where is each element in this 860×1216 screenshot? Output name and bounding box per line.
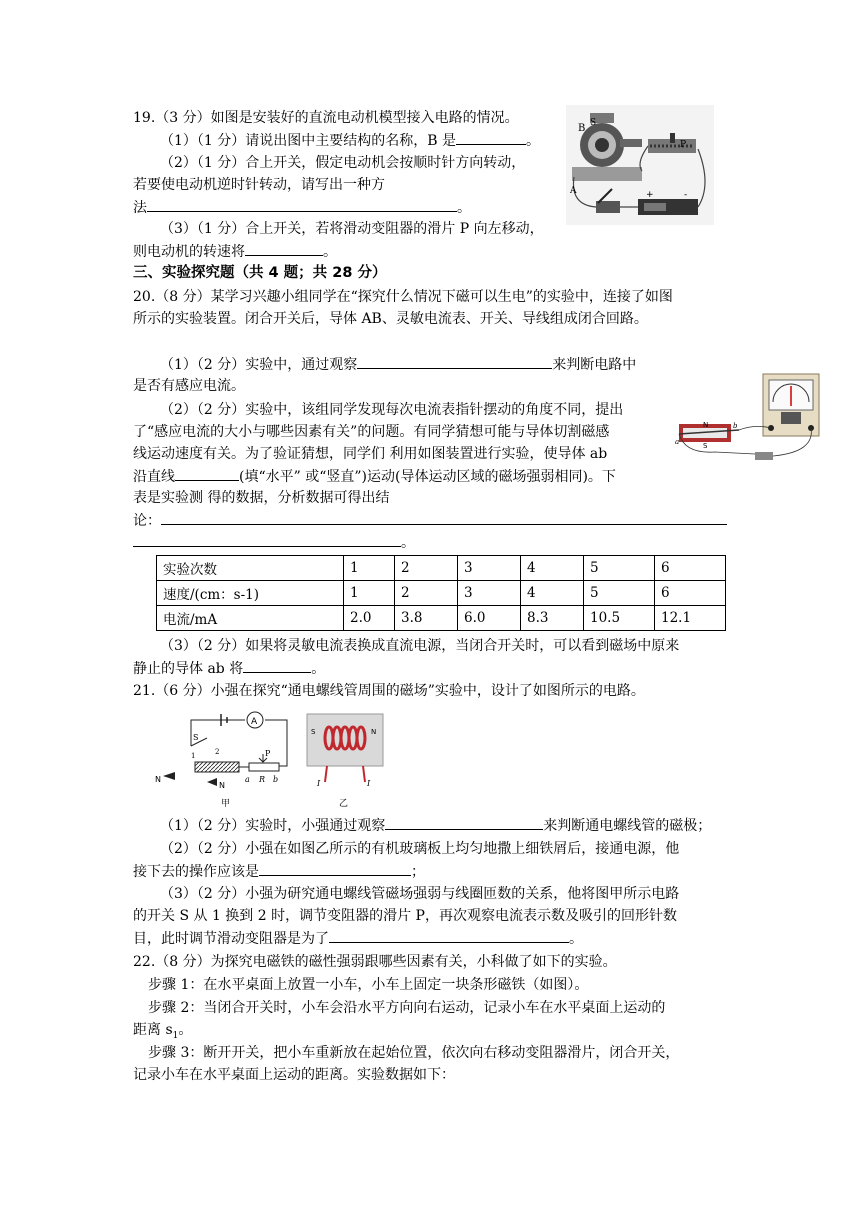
q21-part2-line1: （2）（2 分）小强在如图乙所示的有机玻璃板上均匀地撒上细铁屑后，接通电源，他 xyxy=(160,841,680,857)
motor-circuit-figure xyxy=(566,105,714,225)
q20-part1-line1: （1）（2 分）实验中，通过观察 来判断电路中 xyxy=(160,354,636,375)
table-cell: 5 xyxy=(584,581,655,606)
label-I-right: I xyxy=(367,779,371,788)
q20-part2-line2: 了“感应电流的大小与哪些因素有关”的问题。有同学猜想可能与导体切割磁感 xyxy=(133,424,610,440)
table-cell: 10.5 xyxy=(584,606,655,631)
q22-step1: 步骤 1：在水平桌面上放置一小车，小车上固定一块条形磁铁（如图）。 xyxy=(148,977,589,993)
label-N-left: N xyxy=(155,775,161,784)
q19-part3-line1: （3）（1 分）合上开关，若将滑动变阻器的滑片 P 向左移动， xyxy=(160,221,544,237)
table-cell: 8.3 xyxy=(521,606,584,631)
q21-stem: 21.（6 分）小强在探究“通电螺线管周围的磁场”实验中，设计了如图所示的电路。 xyxy=(133,683,645,699)
label-S: S xyxy=(193,733,199,742)
table-row xyxy=(157,606,726,631)
q20-blank2[interactable] xyxy=(175,466,239,481)
table-row xyxy=(157,556,726,581)
q21-part2-line2: 接下去的操作应该是 ； xyxy=(133,861,425,882)
label-A: A xyxy=(570,186,577,196)
q21-blank1[interactable] xyxy=(385,815,543,830)
figure-jia-caption: 甲 xyxy=(221,799,231,809)
solenoid-coil xyxy=(195,762,239,772)
solenoid-circuit-figure xyxy=(155,710,295,810)
label-S: S xyxy=(590,118,597,128)
q22-step3-line2: 记录小车在水平桌面上运动的距离。实验数据如下： xyxy=(133,1067,455,1083)
table-cell: 6 xyxy=(655,581,726,606)
solenoid-photo-figure xyxy=(305,712,385,810)
q19-stem: 19.（3 分）如图是安装好的直流电动机模型接入电路的情况。 xyxy=(133,110,519,126)
label-a: a xyxy=(245,775,250,784)
q21-part3-line1: （3）（2 分）小强为研究通电螺线管磁场强弱与线圈匝数的关系，他将图甲所示电路 xyxy=(160,886,680,902)
motor-base xyxy=(572,167,642,181)
label-N: N xyxy=(371,728,377,736)
switch xyxy=(755,452,773,460)
q21-blank3[interactable] xyxy=(329,928,569,943)
q22-stem: 22.（8 分）为探究电磁铁的磁性强弱跟哪些因素有关，小科做了如下的实验。 xyxy=(133,954,617,970)
q20-blank3b[interactable] xyxy=(133,532,401,547)
table-cell: 12.1 xyxy=(655,606,726,631)
q19-part3-line2: 则电动机的转速将 。 xyxy=(133,241,337,262)
table-cell: 4 xyxy=(521,556,584,581)
label-P: P xyxy=(265,749,271,758)
rheostat-R xyxy=(249,763,279,771)
table-cell: 2.0 xyxy=(344,606,395,631)
q19-part2-line1: （2）（1 分）合上开关，假定电动机会按顺时针方向转动， xyxy=(160,155,526,171)
q21-part3-line3: 目，此时调节滑动变阻器是为了 。 xyxy=(133,928,583,949)
induction-apparatus-figure xyxy=(675,372,825,472)
q19-part2-line3: 法 。 xyxy=(133,197,471,218)
label-b: b xyxy=(273,775,279,784)
table-cell: 3 xyxy=(458,556,521,581)
label-b: b xyxy=(733,422,738,430)
label-A: A xyxy=(251,717,258,727)
table-cell: 3.8 xyxy=(395,606,458,631)
section-title: 三、实验探究题（共 4 题；共 28 分） xyxy=(133,265,387,281)
q20-part2-line3: 线运动速度有关。为了验证猜想，同学们 利用如图装置进行实验，使导体 ab xyxy=(133,446,608,462)
label-B: B xyxy=(578,123,586,134)
label-I-left: I xyxy=(317,779,321,788)
table-cell: 5 xyxy=(584,556,655,581)
table-cell: 电流/mA xyxy=(157,606,344,631)
label-S: S xyxy=(703,442,708,450)
label-S: S xyxy=(311,728,316,736)
label-minus: - xyxy=(684,190,688,200)
q22-step2-line2: 距离 $s_1$。 xyxy=(133,1022,193,1041)
q19-blank1[interactable] xyxy=(456,130,526,145)
q19-blank2[interactable] xyxy=(147,197,457,212)
label-P: P xyxy=(680,140,687,150)
q20-part2-line5: 表是实验测 得的数据，分析数据可得出结 xyxy=(133,490,390,506)
table-cell: 速度/(cm：s-1) xyxy=(157,581,344,606)
q21-blank2[interactable] xyxy=(259,861,411,876)
q20-data-table xyxy=(156,555,726,631)
q20-part2-line1: （2）（2 分）实验中，该组同学发现每次电流表指针摆动的角度不同，提出 xyxy=(160,402,624,418)
label-plus: + xyxy=(646,190,654,200)
table-cell: 3 xyxy=(458,581,521,606)
q22-step3-line1: 步骤 3：断开开关，把小车重新放在起始位置，依次向右移动变阻器滑片，闭合开关， xyxy=(148,1045,680,1061)
q20-blank3a[interactable] xyxy=(161,510,727,525)
table-cell: 2 xyxy=(395,581,458,606)
q19-part2-line2: 若要使电动机逆时针转动，请写出一种方 xyxy=(133,177,385,193)
q21-part1: （1）（2 分）实验时，小强通过观察 来判断通电螺线管的磁极； xyxy=(160,815,711,836)
table-cell: 2 xyxy=(395,556,458,581)
label-a: a xyxy=(675,438,680,446)
table-cell: 1 xyxy=(344,556,395,581)
table-cell: 实验次数 xyxy=(157,556,344,581)
label-2: 2 xyxy=(215,748,220,756)
q20-part3-line2: 静止的导体 ab 将 。 xyxy=(133,658,325,679)
motor-armature xyxy=(595,138,609,152)
q19-part1: （1）（1 分）请说出图中主要结构的名称，B 是 。 xyxy=(160,130,540,151)
label-N-bottom: N xyxy=(219,781,225,790)
label-R: R xyxy=(259,775,266,784)
q20-part2-line6: 论： xyxy=(133,510,727,531)
q21-part3-line2: 的开关 S 从 1 换到 2 时，调节变阻器的滑片 P，再次观察电流表示数及吸引的回形针数 xyxy=(133,908,677,924)
q20-blank1[interactable] xyxy=(357,354,552,369)
table-row xyxy=(157,581,726,606)
label-N: N xyxy=(703,421,709,429)
label-1: 1 xyxy=(191,752,196,760)
table-cell: 6 xyxy=(655,556,726,581)
table-cell: 6.0 xyxy=(458,606,521,631)
q19-blank3[interactable] xyxy=(245,241,323,256)
q20-stem-line1: 20.（8 分）某学习兴趣小组同学在“探究什么情况下磁可以生电”的实验中，连接了如图 xyxy=(133,289,673,305)
compass-needle-left xyxy=(163,772,175,780)
q20-part1-line2: 是否有感应电流。 xyxy=(133,378,245,394)
table-cell: 1 xyxy=(344,581,395,606)
q20-part2-line7: 。 xyxy=(133,532,415,553)
q20-blank4[interactable] xyxy=(243,658,311,673)
q20-stem-line2: 所示的实验装置。闭合开关后，导体 AB、灵敏电流表、开关、导线组成闭合回路。 xyxy=(133,311,648,327)
q22-step2-line1: 步骤 2：当闭合开关时，小车会沿水平方向向右运动，记录小车在水平桌面上运动的 xyxy=(148,1000,666,1016)
compass-needle-bottom xyxy=(207,778,217,786)
table-cell: 4 xyxy=(521,581,584,606)
glass-plate xyxy=(307,714,383,766)
q20-part2-line4: 沿直线 (填“水平” 或“竖直”)运动(导体运动区域的磁场强弱相同)。下 xyxy=(133,466,616,487)
q20-part3-line1: （3）（2 分）如果将灵敏电流表换成直流电源，当闭合开关时，可以看到磁场中原来 xyxy=(160,638,680,654)
figure-yi-caption: 乙 xyxy=(339,799,349,809)
